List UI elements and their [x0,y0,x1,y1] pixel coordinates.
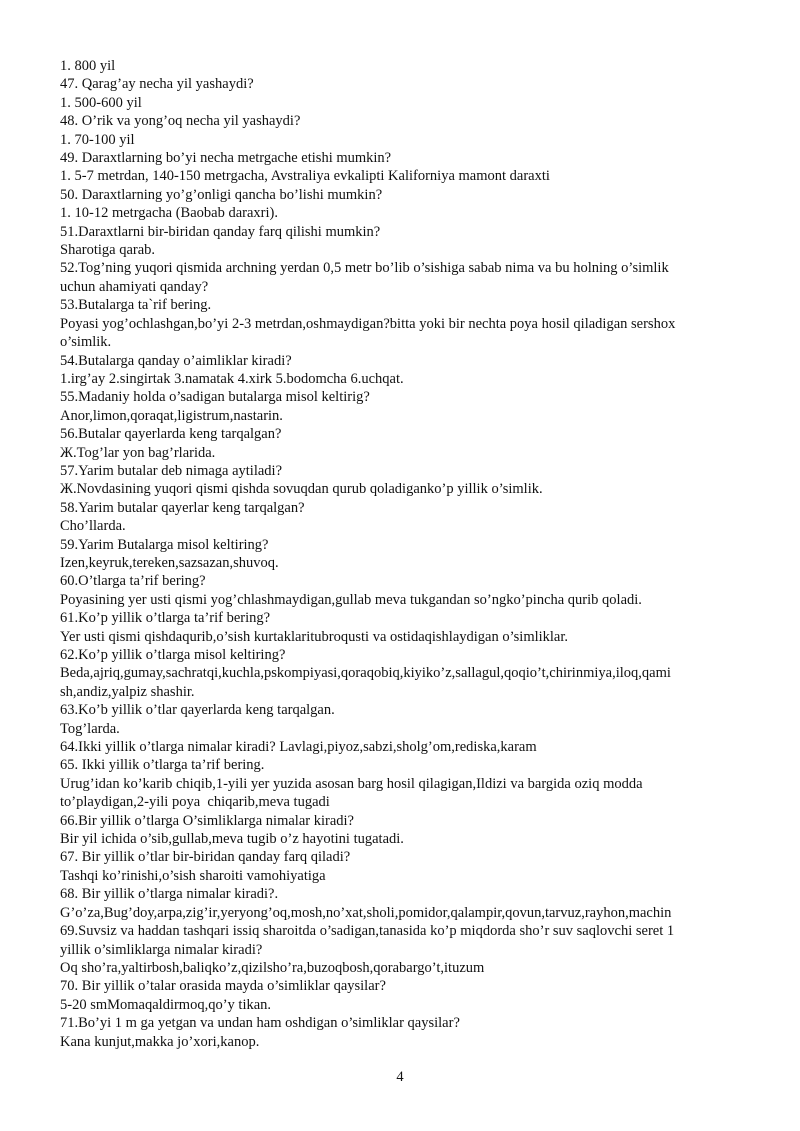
text-line: o’simlik. [60,334,112,351]
text-line: Poyasining yer usti qismi yog’chlashmaydigan,gullab meva tukgandan so’ngko’pincha qurib qoladi. [60,591,642,608]
text-line: 70. Bir yillik o’talar orasida mayda o’simliklar qaysilar? [60,978,386,995]
text-line: Kana kunjut,makka jo’xori,kanop. [60,1033,260,1050]
text-line: 53.Butalarga ta`rif bering. [60,297,212,314]
text-line: 50. Daraxtlarning yo’g’onligi qancha bo’lishi mumkin? [60,186,383,203]
text-line: 62.Ko’p yillik o’tlarga misol keltiring? [60,647,286,663]
page-number: 4 [396,1069,404,1085]
text-line: Izen,keyruk,tereken,sazsazan,shuvoq. [60,554,279,571]
text-line: 56.Butalar qayerlarda keng tarqalgan? [60,426,282,443]
text-line: 55.Madaniy holda o’sadigan butalarga misol keltirig? [60,389,370,406]
text-line: 59.Yarim Butalarga misol keltiring? [60,536,269,553]
text-line: Yer usti qismi qishdaqurib,o’sish kurtaklaritubroqusti va ostidaqishlaydigan o’simliklar. [60,628,569,645]
text-line: 1. 800 yil [60,58,116,74]
text-line: 5-20 smMomaqaldirmoq,qo’y tikan. [60,996,272,1013]
text-line: 60.O’tlarga ta’rif bering? [60,573,206,590]
text-line: Poyasi yog’ochlashgan,bo’yi 2-3 metrdan,oshmaydigan?bitta yoki bir nechta poya hosil qiladigan sershox [60,315,676,332]
text-line: 52.Tog’ning yuqori qismida archning yerdan 0,5 metr bo’lib o’sishiga sabab nima va bu holning o’simlik [60,260,669,277]
text-line: Oq sho’ra,yaltirbosh,baliqko’z,qizilsho’ra,buzoqbosh,qorabargo’t,ituzum [60,959,485,976]
text-line: Cho’llarda. [60,518,126,535]
text-line: Ж.Tog’lar yon bag’rlarida. [60,444,216,461]
text-line: 65. Ikki yillik o’tlarga ta’rif bering. [60,757,265,774]
text-line: yillik o’simliklarga nimalar kiradi? [60,941,263,958]
text-line: 71.Bo’yi 1 m ga yetgan va undan ham oshdigan o’simliklar qaysilar? [60,1015,460,1032]
text-line: 1. 70-100 yil [60,131,135,148]
text-line: 51.Daraxtlarni bir-biridan qanday farq qilishi mumkin? [60,223,381,240]
text-line: 1. 10-12 metrgacha (Baobab daraxri). [60,205,278,222]
text-line: Tog’larda. [60,720,120,737]
text-line: 48. O’rik va yong’oq necha yil yashaydi? [60,113,301,130]
text-line: 1. 500-600 yil [60,94,142,111]
text-line: 61.Ko’p yillik o’tlarga ta’rif bering? [60,610,271,627]
text-line: uchun ahamiyati qanday? [60,278,209,295]
text-line: 1.irg’ay 2.singirtak 3.namatak 4.xirk 5.bodomcha 6.uchqat. [60,370,404,387]
text-line: Urug’idan ko’karib chiqib,1-yili yer yuzida asosan barg hosil qilagigan,Ildizi va bargida oziq modda [60,775,643,792]
text-line: Bir yil ichida o’sib,gullab,meva tugib o’z hayotini tugatadi. [60,831,404,848]
text-line: 69.Suvsiz va haddan tashqari issiq sharoitda o’sadigan,tanasida ko’p miqdorda sho’r suv saqlovchi seret 1 [60,923,675,940]
text-line: 57.Yarim butalar deb nimaga aytiladi? [60,462,283,479]
text-line: Anor,limon,qoraqat,ligistrum,nastarin. [60,407,283,424]
text-line: Sharotiga qarab. [60,242,156,259]
text-line: 67. Bir yillik o’tlar bir-biridan qanday farq qiladi? [60,849,351,866]
text-line: Beda,ajriq,gumay,sachratqi,kuchla,pskompiyasi,qoraqobiq,kiyiko’z,sallagul,qoqio’t,chirinmiya,iloq,qami [60,665,671,682]
text-line: 1. 5-7 metrdan, 140-150 metrgacha, Avstraliya evkalipti Kaliforniya mamont daraxti [60,168,550,185]
text-line: 68. Bir yillik o’tlarga nimalar kiradi?. [60,886,279,903]
text-line: 64.Ikki yillik o’tlarga nimalar kiradi? Lavlagi,piyoz,sabzi,sholg’om,rediska,karam [60,739,537,756]
text-line: G’o’za,Bug’doy,arpa,zig’ir,yeryong’oq,mosh,no’xat,sholi,pomidor,qalampir,qovun,tarvuz,rayhon,machin [60,904,672,921]
text-line: 47. Qarag’ay necha yil yashaydi? [60,76,254,93]
text-line: 66.Bir yillik o’tlarga O’simliklarga nimalar kiradi? [60,812,354,829]
text-line: 58.Yarim butalar qayerlar keng tarqalgan? [60,499,305,516]
text-line: Tashqi ko’rinishi,o’sish sharoiti vamohiyatiga [60,867,326,884]
text-line: 63.Ko’b yillik o’tlar qayerlarda keng tarqalgan. [60,702,335,719]
text-line: 49. Daraxtlarning bo’yi necha metrgache etishi mumkin? [60,150,392,167]
document-body [60,57,750,1051]
text-line: sh,andiz,yalpiz shashir. [60,683,195,700]
text-line: to’playdigan,2-yili poya chiqarib,meva tugadi [60,794,330,811]
text-line: 54.Butalarga qanday o’aimliklar kiradi? [60,352,292,369]
text-line: Ж.Novdasining yuqori qismi qishda sovuqdan qurub qoladiganko’p yillik o’simlik. [60,481,543,498]
